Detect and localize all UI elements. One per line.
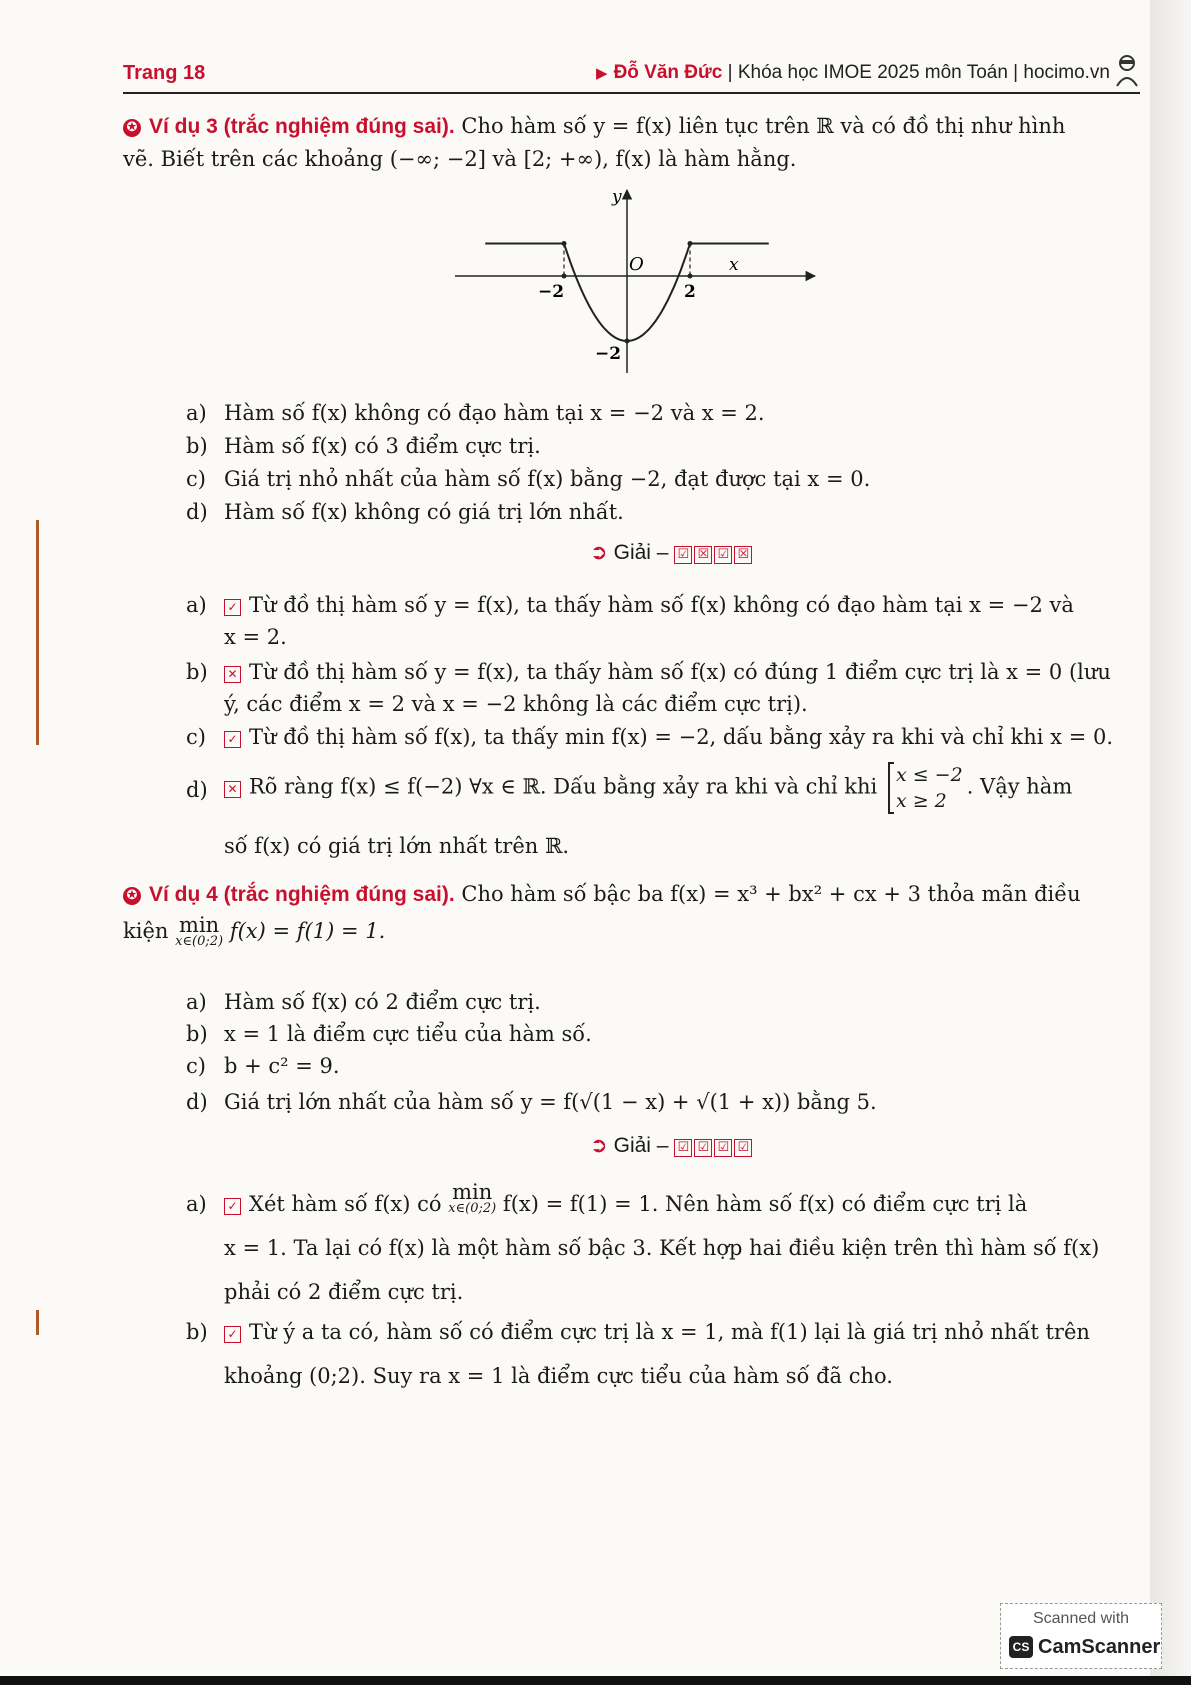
solution-d: d) ✕ Rõ ràng f(x) ≤ f(−2) ∀x ∈ ℝ. Dấu bằng xảy ra khi và chỉ khi x ≤ −2 x ≥ 2. Vậy hàm số f(x) có giá trị lớn nhất trên ℝ. xyxy=(186,764,1073,858)
author-avatar-icon xyxy=(1114,54,1140,88)
answer-box: ☑ xyxy=(714,546,732,564)
option-d: d) Giá trị lớn nhất của hàm số y = f(√(1 − x) + √(1 + x)) bằng 5. xyxy=(186,1090,877,1114)
arrow-icon: ➲ xyxy=(590,541,608,564)
solution-a: a) ✓ Xét hàm số f(x) có min x∈(0;2) f(x) = f(1) = 1. Nên hàm số f(x) có điểm cực trị là x = 1. Ta lại có f(x) là một hàm số bậc 3. Kết hợp hai điều kiện trên thì hàm số f(x) phải có 2 điểm cực trị. xyxy=(186,1180,1100,1304)
check-icon: ✓ xyxy=(224,1326,241,1343)
example3-title: Ví dụ 3 (trắc nghiệm đúng sai). xyxy=(149,115,455,138)
star-icon: ✪ xyxy=(123,887,141,905)
camscanner-watermark: Scanned with CS CamScanner xyxy=(1000,1603,1162,1669)
example4-intro-line1: Cho hàm số bậc ba f(x) = x³ + bx² + cx + 3 thỏa mãn điều xyxy=(461,882,1081,906)
tick-point-2 xyxy=(688,274,693,279)
example3-intro xyxy=(123,110,1140,175)
option-b: b) Hàm số f(x) có 3 điểm cực trị. xyxy=(186,434,541,458)
point-minus2 xyxy=(562,241,567,246)
function-graph xyxy=(455,188,875,393)
answer-box: ☑ xyxy=(714,1139,732,1157)
y-tick-label-minus2: −2 xyxy=(595,344,622,364)
answer-box: ☒ xyxy=(694,546,712,564)
solution-heading-3 xyxy=(590,540,754,565)
margin-mark xyxy=(36,1310,39,1335)
tick-point-minus2 xyxy=(562,274,567,279)
cross-icon: ✕ xyxy=(224,781,241,798)
x-axis-label: x xyxy=(729,255,739,275)
arrow-icon: ➲ xyxy=(590,1134,608,1157)
option-d: d) Hàm số f(x) không có giá trị lớn nhất. xyxy=(186,500,624,524)
solution-label: Giải – xyxy=(613,1134,669,1157)
option-a: a) Hàm số f(x) có 2 điểm cực trị. xyxy=(186,990,541,1014)
solution-a: a) ✓ Từ đồ thị hàm số y = f(x), ta thấy hàm số f(x) không có đạo hàm tại x = −2 và x = 2. xyxy=(186,593,1074,649)
solution-label: Giải – xyxy=(613,541,669,564)
condition-bracket: x ≤ −2 x ≥ 2 xyxy=(888,762,963,814)
solution-b: b) ✕ Từ đồ thị hàm số y = f(x), ta thấy hàm số f(x) có đúng 1 điểm cực trị là x = 0 (lưu ý, các điểm x = 2 và x = −2 không là các điểm cực trị). xyxy=(186,660,1111,716)
solution-heading-4 xyxy=(590,1133,754,1158)
answer-box: ☒ xyxy=(734,546,752,564)
cross-icon: ✕ xyxy=(224,666,241,683)
check-icon: ✓ xyxy=(224,731,241,748)
option-c: c) b + c² = 9. xyxy=(186,1054,340,1078)
margin-mark xyxy=(36,520,39,745)
option-a: a) Hàm số f(x) không có đạo hàm tại x = −2 và x = 2. xyxy=(186,401,765,425)
solution-b: b) ✓ Từ ý a ta có, hàm số có điểm cực trị là x = 1, mà f(1) lại là giá trị nhỏ nhất trên khoảng (0;2). Suy ra x = 1 là điểm cực tiểu của hàm số đã cho. xyxy=(186,1320,1090,1388)
author-name: Đỗ Văn Đức xyxy=(613,62,723,83)
scan-edge xyxy=(0,1676,1191,1685)
tick-label-minus2: −2 xyxy=(538,282,565,302)
play-icon: ▶ xyxy=(596,65,608,82)
example4-title: Ví dụ 4 (trắc nghiệm đúng sai). xyxy=(149,883,455,906)
header-info: ▶ Đỗ Văn Đức | Khóa học IMOE 2025 môn Toán | hocimo.vn xyxy=(596,62,1110,83)
check-icon: ✓ xyxy=(224,599,241,616)
example3-intro-line2: vẽ. Biết trên các khoảng (−∞; −2] và [2; +∞), f(x) là hàm hằng. xyxy=(123,147,797,171)
example4-intro: ✪ Ví dụ 4 (trắc nghiệm đúng sai). Cho hàm số bậc ba f(x) = x³ + bx² + cx + 3 thỏa mãn điều kiện min x∈(0;2) f(x) = f(1) = 1. xyxy=(123,882,1081,949)
answer-box: ☑ xyxy=(674,546,692,564)
min-operator: min x∈(0;2) xyxy=(175,913,224,949)
check-icon: ✓ xyxy=(224,1198,241,1215)
y-axis-label: y xyxy=(612,188,622,207)
point-min xyxy=(625,339,630,344)
course-name: Khóa học IMOE 2025 môn Toán xyxy=(737,62,1008,83)
min-operator: min x∈(0;2) xyxy=(448,1180,497,1216)
page-header xyxy=(123,58,1140,94)
solution-c: c) ✓ Từ đồ thị hàm số f(x), ta thấy min f(x) = −2, dấu bằng xảy ra khi và chỉ khi x = 0. xyxy=(186,725,1114,749)
answer-box: ☑ xyxy=(674,1139,692,1157)
origin-label: O xyxy=(629,254,644,275)
option-c: c) Giá trị nhỏ nhất của hàm số f(x) bằng −2, đạt được tại x = 0. xyxy=(186,467,871,491)
answer-box: ☑ xyxy=(734,1139,752,1157)
option-b: b) x = 1 là điểm cực tiểu của hàm số. xyxy=(186,1022,592,1046)
star-icon: ✪ xyxy=(123,119,141,137)
answer-box: ☑ xyxy=(694,1139,712,1157)
page-number: Trang 18 xyxy=(123,62,206,84)
point-2 xyxy=(688,241,693,246)
camscanner-logo-icon: CS xyxy=(1009,1636,1033,1658)
tick-label-2: 2 xyxy=(684,282,696,302)
page-edge xyxy=(1150,0,1191,1685)
site-name: hocimo.vn xyxy=(1023,62,1110,83)
example3-intro-line1: Cho hàm số y = f(x) liên tục trên ℝ và có đồ thị như hình xyxy=(461,114,1066,138)
